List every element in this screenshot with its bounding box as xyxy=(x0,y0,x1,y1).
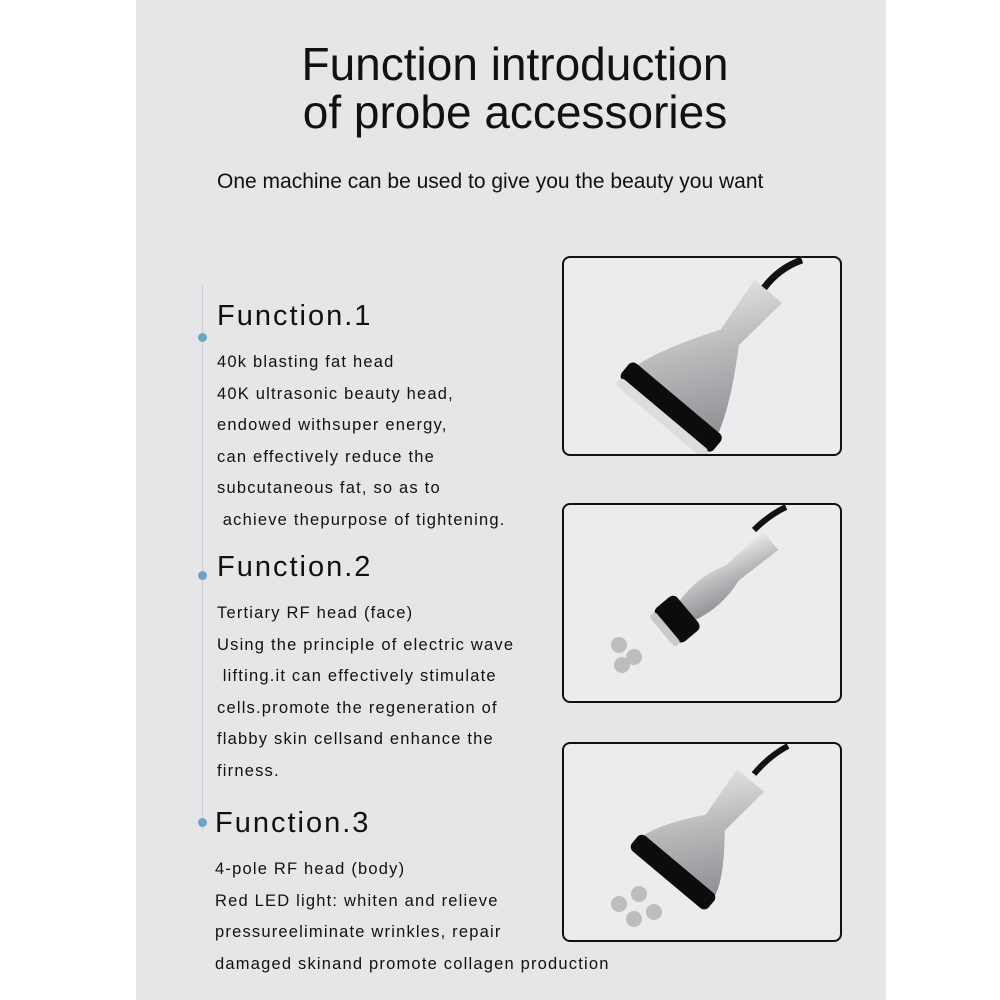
function-2-description xyxy=(217,598,514,788)
timeline-line xyxy=(202,285,203,830)
text-line: Using the principle of electric wave xyxy=(217,635,515,654)
text-line: pressureeliminate wrinkles, repair xyxy=(215,923,502,942)
timeline-dot xyxy=(198,333,207,342)
text-line: can effectively reduce the xyxy=(217,447,436,466)
text-line: endowed withsuper energy, xyxy=(217,416,448,435)
quadpolar-rf-probe-image xyxy=(562,742,842,942)
text-line: damaged skinand promote collagen production xyxy=(215,954,610,973)
text-line: subcutaneous fat, so as to xyxy=(217,479,441,498)
function-1-heading: Function.1 xyxy=(217,300,373,332)
function-3-heading: Function.3 xyxy=(215,807,371,839)
title-line-2: of probe accessories xyxy=(302,86,728,138)
text-line: cells.promote the regeneration of xyxy=(217,698,498,717)
function-3-description xyxy=(215,854,610,980)
text-line: Red LED light: whiten and relieve xyxy=(215,891,499,910)
text-line: flabby skin cellsand enhance the xyxy=(217,730,494,749)
function-2-heading: Function.2 xyxy=(217,551,373,583)
ultrasonic-probe-image xyxy=(562,256,842,456)
title-line-1: Function introduction xyxy=(301,38,729,90)
timeline-dot xyxy=(198,571,207,580)
text-line: 4-pole RF head (body) xyxy=(215,860,406,878)
function-1-description xyxy=(217,347,505,537)
text-line: lifting.it can effectively stimulate xyxy=(217,667,497,686)
text-line: 40k blasting fat head xyxy=(217,353,395,371)
text-line: Tertiary RF head (face) xyxy=(217,604,414,622)
timeline-dot xyxy=(198,818,207,827)
page-title xyxy=(0,40,1000,136)
text-line: achieve thepurpose of tightening. xyxy=(217,510,506,529)
text-line: 40K ultrasonic beauty head, xyxy=(217,384,454,403)
text-line: firness. xyxy=(217,761,280,780)
subtitle: One machine can be used to give you the beauty you want xyxy=(217,170,764,193)
tripolar-rf-probe-image xyxy=(562,503,842,703)
